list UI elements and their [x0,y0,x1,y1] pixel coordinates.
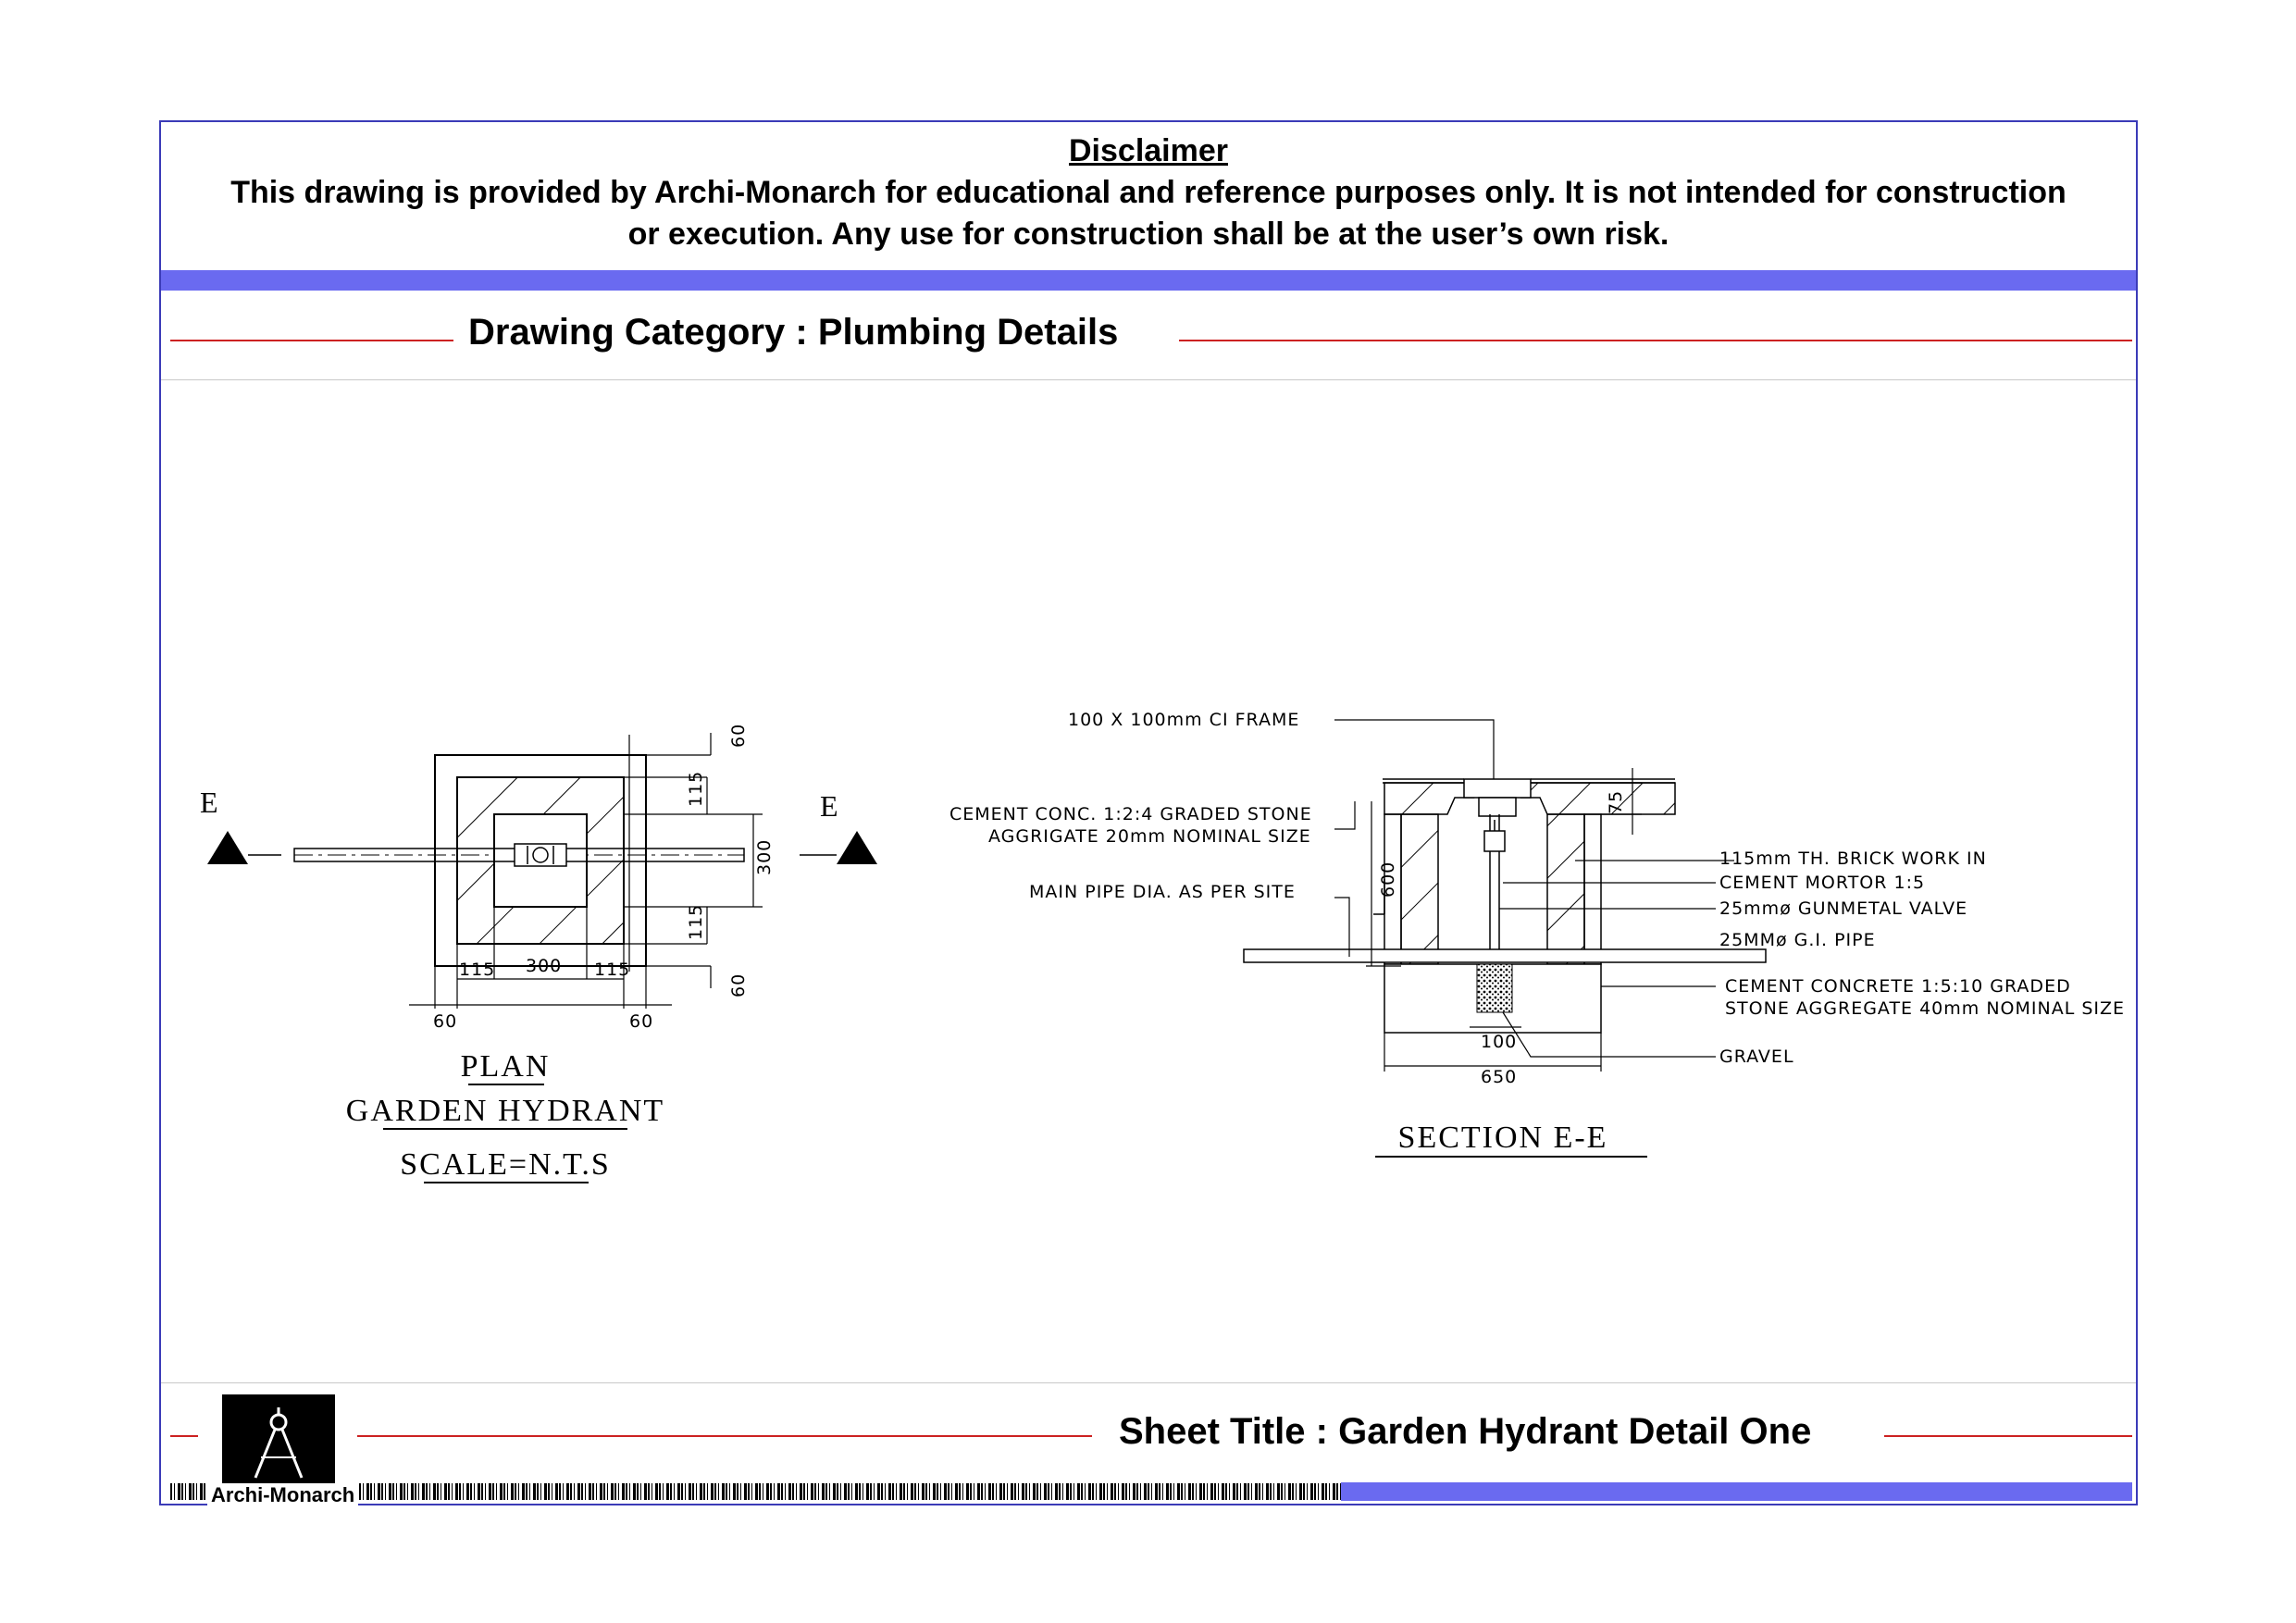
section-marker-left [200,786,248,864]
label-ci-frame: 100 X 100mm CI FRAME [1068,710,1300,730]
plan-dim-115a: 115 [459,960,496,980]
section-gravel [1477,964,1512,1012]
drawing-sheet [159,120,2138,1505]
compass-icon [222,1394,335,1484]
category-rule-right [1179,340,2132,341]
section-main-pipe [1244,949,1766,962]
bottom-blue-bar [1341,1482,2132,1501]
plan-title: PLAN [460,1049,551,1084]
plan-subtitle: GARDEN HYDRANT [345,1094,665,1128]
label-base-1: CEMENT CONCRETE 1:5:10 GRADED [1725,976,2071,997]
section-view [949,710,2125,1157]
label-concrete-2: AGGRIGATE 20mm NOMINAL SIZE [988,826,1311,847]
archi-monarch-logo [222,1394,335,1484]
section-valve [1484,831,1505,851]
plan-scale: SCALE=N.T.S [400,1147,611,1182]
svg-text:E: E [200,786,220,819]
section-brick-left [1401,814,1438,964]
logo-caption: Archi-Monarch [207,1483,358,1507]
label-base-2: STONE AGGREGATE 40mm NOMINAL SIZE [1725,998,2126,1019]
label-gravel: GRAVEL [1719,1047,1794,1067]
label-main-pipe: MAIN PIPE DIA. AS PER SITE [1029,882,1296,902]
section-title: SECTION E-E [1397,1121,1608,1155]
label-brick-2: CEMENT MORTOR 1:5 [1719,873,1926,893]
section-dim-650: 650 [1481,1067,1518,1087]
svg-text:E: E [820,789,840,823]
plan-dim-60a: 60 [433,1011,458,1032]
footer-rule-right [1884,1435,2132,1437]
label-brick-1: 115mm TH. BRICK WORK IN [1719,849,1987,869]
plan-dim-300: 300 [754,838,775,875]
section-dim-100: 100 [1481,1032,1518,1052]
plan-dim-60b: 60 [629,1011,654,1032]
plan-dim-top-60: 60 [728,723,749,748]
cad-drawing [161,379,2136,1364]
section-dim-600: 600 [1378,861,1398,898]
section-brick-right [1547,814,1584,964]
plan-dim-top-115: 115 [686,770,706,807]
label-gi-pipe: 25MMø G.I. PIPE [1719,930,1876,950]
footer-rule-left [170,1435,198,1437]
category-rule-left [170,340,453,341]
disclaimer-body: This drawing is provided by Archi-Monarch for educational and reference purposes only. It is not intended for construction or execution. Any use for construction shall be at the user’s own risk. [230,175,2066,252]
drawing-area [161,379,2136,1364]
disclaimer-title: Disclaimer [1069,133,1228,168]
plan-dim-115b: 115 [594,960,631,980]
label-valve: 25mmø GUNMETAL VALVE [1719,898,1968,919]
plan-view [200,724,877,1183]
section-marker-right [820,789,877,864]
category-row [161,291,2136,380]
title-block [161,1382,2136,1506]
footer-rule-middle [357,1435,1092,1437]
label-concrete-1: CEMENT CONC. 1:2:4 GRADED STONE [949,804,1312,824]
section-ci-frame [1464,779,1531,798]
drawing-category-title: Drawing Category : Plumbing Details [468,312,1119,353]
disclaimer-block [161,122,2136,270]
section-dim-75: 75 [1606,789,1626,814]
sheet-title: Sheet Title : Garden Hydrant Detail One [1119,1411,1812,1452]
plan-dim-bot-60: 60 [728,973,749,997]
plan-dim-bot-115: 115 [686,903,706,940]
top-blue-bar [161,270,2136,291]
plan-dim-300-bottom: 300 [526,956,563,976]
